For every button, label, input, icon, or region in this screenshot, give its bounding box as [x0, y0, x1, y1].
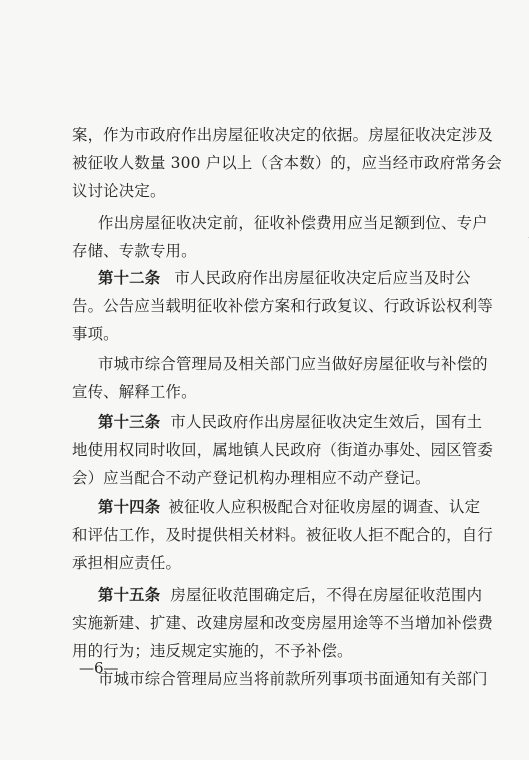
- article-text: 市人民政府作出房屋征收决定后应当及时公: [174, 269, 471, 287]
- text-line: 和评估工作，及时提供相关材料。被征收人拒不配合的，自行: [72, 526, 493, 544]
- text-line: 地使用权同时收回，属地镇人民政府（街道办事处、园区管委: [72, 441, 493, 459]
- text-line: 宣传、解释工作。: [72, 383, 197, 401]
- article-text: 被征收人应积极配合对征收房屋的调查、认定: [168, 498, 481, 516]
- article-heading-13: 第十三条: [98, 413, 161, 431]
- text-line: 用的行为；违反规定实施的，不予补偿。: [72, 642, 353, 660]
- text-line: 承担相应责任。: [72, 554, 182, 572]
- article-heading-12: 第十二条: [98, 269, 161, 287]
- article-heading-14: 第十四条: [98, 498, 161, 516]
- text-line: 实施新建、扩建、改建房屋和改变房屋用途等不当增加补偿费: [72, 614, 493, 632]
- text-line: 市城市综合管理局应当将前款所列事项书面通知有关部门: [98, 670, 488, 688]
- article-text: 房屋征收范围确定后，不得在房屋征收范围内: [170, 586, 483, 604]
- text-line: 告。公告应当载明征收补偿方案和行政复议、行政诉讼权利等: [72, 297, 493, 315]
- text-line: 事项。: [72, 325, 119, 343]
- article-heading-15: 第十五条: [98, 586, 161, 604]
- text-line: 市城市综合管理局及相关部门应当做好房屋征收与补偿的: [98, 355, 488, 373]
- text-line: 被征收人数量 300 户以上（含本数）的，应当经市政府常务会: [72, 154, 502, 172]
- text-line: 议讨论决定。: [72, 182, 166, 200]
- article-line: [98, 267, 478, 289]
- article-line: [98, 496, 481, 518]
- article-line: [98, 584, 483, 606]
- page-number: —6—: [79, 659, 119, 677]
- text-line: 作出房屋征收决定前，征收补偿费用应当足额到位、专户: [98, 214, 488, 232]
- article-line: [98, 411, 483, 433]
- text-line: 存储、专款专用。: [72, 242, 197, 260]
- text-line: 会）应当配合不动产登记机构办理相应不动产登记。: [72, 469, 431, 487]
- text-line: 案，作为市政府作出房屋征收决定的依据。房屋征收决定涉及: [72, 126, 493, 144]
- article-text: 市人民政府作出房屋征收决定生效后，国有土: [170, 413, 483, 431]
